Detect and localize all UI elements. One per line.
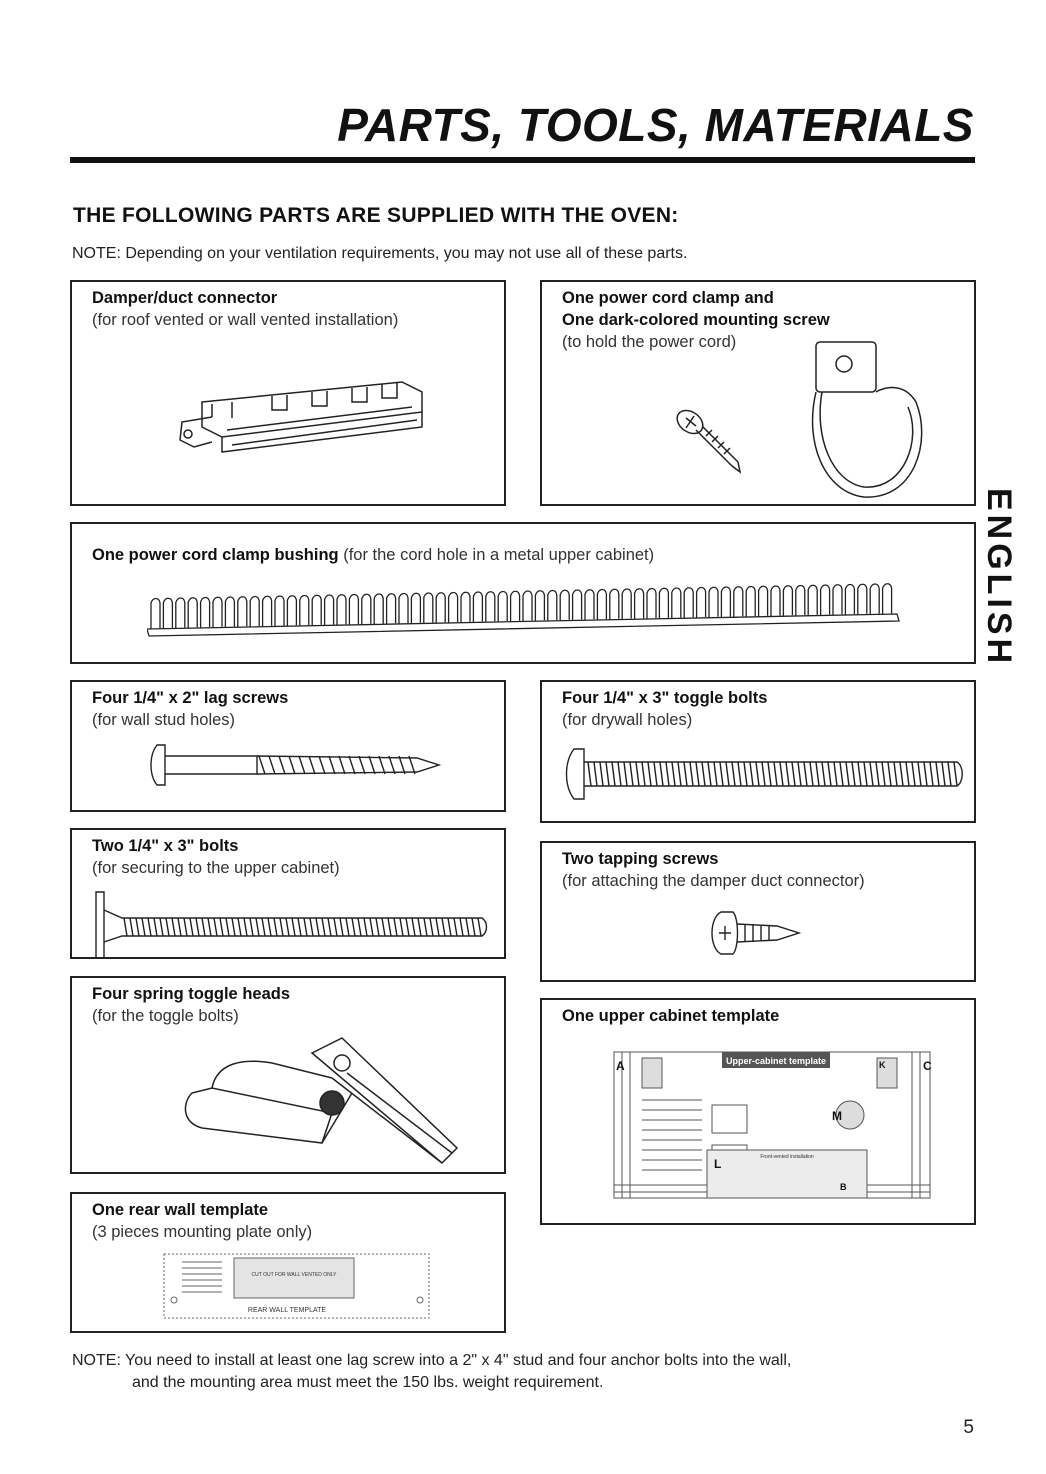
lag-screw-illustration — [147, 740, 447, 790]
part-description: (for the toggle bolts) — [92, 1007, 239, 1025]
part-damper-box — [70, 280, 506, 506]
rear-template-label: REAR WALL TEMPLATE — [247, 1307, 327, 1314]
part-toggle-box — [540, 680, 976, 823]
part-description: (for drywall holes) — [562, 711, 693, 729]
toggle-bolt-illustration — [562, 744, 972, 804]
part-title: One power cord clamp and — [562, 289, 774, 307]
damper-connector-illustration — [172, 362, 432, 472]
part-title: Four 1/4" x 2" lag screws — [92, 689, 289, 707]
rear-wall-template-illustration — [162, 1252, 432, 1322]
part-title: Four spring toggle heads — [92, 985, 291, 1003]
template-letter-l: L — [714, 1157, 722, 1171]
part-title: One rear wall template — [92, 1201, 269, 1219]
part-description: (for wall stud holes) — [92, 711, 236, 729]
part-bushing-box — [70, 522, 976, 664]
part-title: Four 1/4" x 3" toggle bolts — [562, 689, 768, 707]
title-rule — [70, 157, 975, 163]
language-tab-label: ENGLISH — [980, 488, 1018, 668]
template-letter-a: A — [616, 1059, 625, 1073]
template-front-label: Front-vented installation — [760, 1154, 814, 1160]
template-label: Upper-cabinet template — [725, 1056, 827, 1066]
bottom-note — [72, 1350, 791, 1394]
upper-cabinet-template-illustration — [612, 1050, 932, 1200]
part-rear-template-box — [70, 1192, 506, 1333]
rear-template-cutout: CUT OUT FOR WALL VENTED ONLY — [251, 1272, 337, 1278]
section-heading: THE FOLLOWING PARTS ARE SUPPLIED WITH THE OVEN: — [73, 204, 679, 227]
part-title: One power cord clamp bushing — [92, 546, 339, 564]
part-title: Two 1/4" x 3" bolts — [92, 837, 239, 855]
cord-clamp-illustration — [804, 332, 944, 502]
part-tapping-box — [540, 841, 976, 982]
part-description: (3 pieces mounting plate only) — [92, 1223, 313, 1241]
part-title-2: One dark-colored mounting screw — [562, 311, 830, 329]
part-clamp-box — [540, 280, 976, 506]
part-description: (to hold the power cord) — [562, 333, 737, 351]
bushing-illustration — [147, 579, 907, 639]
part-title: Damper/duct connector — [92, 289, 278, 307]
tapping-screw-illustration — [707, 908, 807, 958]
part-upper-template-box — [540, 998, 976, 1225]
bottom-note-line2: and the mounting area must meet the 150 lbs. weight requirement. — [132, 1374, 604, 1391]
part-spring-box — [70, 976, 506, 1174]
language-tab — [978, 478, 1018, 668]
template-letter-c: C — [923, 1059, 932, 1073]
template-letter-b: B — [840, 1182, 847, 1192]
page-number: 5 — [963, 1417, 974, 1438]
page-title: PARTS, TOOLS, MATERIALS — [337, 99, 974, 151]
spring-toggle-illustration — [182, 1033, 472, 1173]
bottom-note-line1: NOTE: You need to install at least one lag screw into a 2" x 4" stud and four anchor bolts into the wall, — [72, 1352, 792, 1369]
part-bolts-box — [70, 828, 506, 959]
template-letter-k: K — [879, 1060, 886, 1070]
part-title: One upper cabinet template — [562, 1007, 780, 1025]
part-description: (for attaching the damper duct connector) — [562, 872, 865, 890]
template-letter-m: M — [832, 1109, 842, 1123]
top-note: NOTE: Depending on your ventilation requirements, you may not use all of these parts. — [72, 245, 688, 262]
part-lag-box — [70, 680, 506, 812]
part-description: (for securing to the upper cabinet) — [92, 859, 340, 877]
screw-illustration — [672, 402, 752, 482]
bolt-illustration — [92, 890, 492, 959]
part-title: Two tapping screws — [562, 850, 719, 868]
part-description: (for the cord hole in a metal upper cabinet) — [338, 546, 655, 564]
part-description: (for roof vented or wall vented installation) — [92, 311, 399, 329]
